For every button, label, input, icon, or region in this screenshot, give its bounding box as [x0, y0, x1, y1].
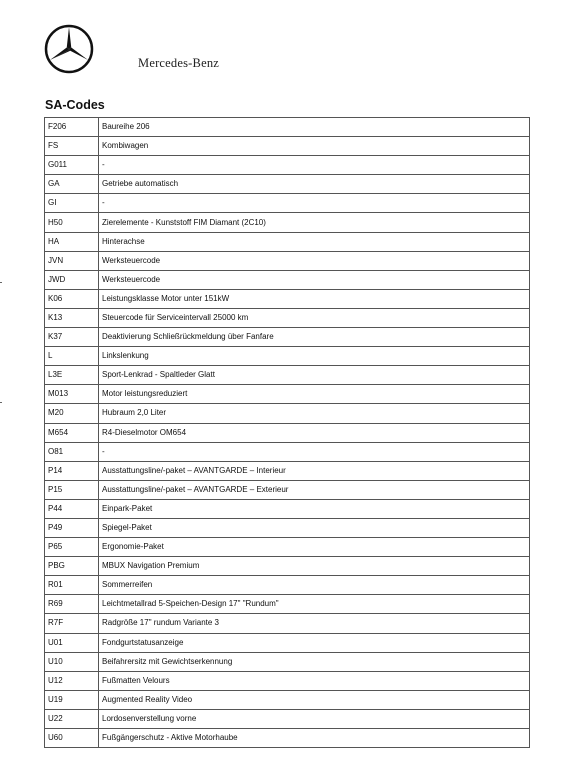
sa-description-cell: Fondgurtstatusanzeige: [99, 633, 530, 652]
table-row: [45, 328, 530, 347]
page-title: SA-Codes: [45, 98, 105, 112]
table-row: [45, 289, 530, 308]
table-row: [45, 461, 530, 480]
sa-code-cell: L3E: [45, 366, 99, 385]
sa-code-cell: R01: [45, 576, 99, 595]
sa-description-cell: Zierelemente - Kunststoff FIM Diamant (2C10): [99, 213, 530, 232]
table-row: [45, 671, 530, 690]
sa-description-cell: Deaktivierung Schließrückmeldung über Fanfare: [99, 328, 530, 347]
sa-code-cell: GI: [45, 194, 99, 213]
three-pointed-star-icon: [44, 24, 94, 74]
sa-description-cell: Sport-Lenkrad - Spaltleder Glatt: [99, 366, 530, 385]
sa-code-cell: M654: [45, 423, 99, 442]
sa-description-cell: Lordosenverstellung vorne: [99, 709, 530, 728]
sa-code-cell: K37: [45, 328, 99, 347]
table-row: [45, 366, 530, 385]
sa-description-cell: Hubraum 2,0 Liter: [99, 404, 530, 423]
table-row: [45, 404, 530, 423]
sa-codes-table: [44, 117, 530, 748]
table-row: [45, 709, 530, 728]
sa-code-cell: FS: [45, 137, 99, 156]
table-row: [45, 156, 530, 175]
sa-description-cell: -: [99, 156, 530, 175]
sa-code-cell: U12: [45, 671, 99, 690]
sa-description-cell: Fußmatten Velours: [99, 671, 530, 690]
sa-code-cell: P44: [45, 499, 99, 518]
sa-description-cell: Leichtmetallrad 5-Speichen-Design 17" "Rundum": [99, 595, 530, 614]
sa-description-cell: Augmented Reality Video: [99, 690, 530, 709]
sa-code-cell: O81: [45, 442, 99, 461]
sa-description-cell: -: [99, 194, 530, 213]
sa-code-cell: HA: [45, 232, 99, 251]
sa-code-cell: G011: [45, 156, 99, 175]
sa-description-cell: Motor leistungsreduziert: [99, 385, 530, 404]
sa-description-cell: Werksteuercode: [99, 270, 530, 289]
table-row: [45, 347, 530, 366]
sa-description-cell: Ergonomie-Paket: [99, 538, 530, 557]
sa-description-cell: -: [99, 442, 530, 461]
table-row: [45, 175, 530, 194]
sa-description-cell: Fußgängerschutz - Aktive Motorhaube: [99, 729, 530, 748]
sa-code-cell: P15: [45, 480, 99, 499]
sa-code-cell: M013: [45, 385, 99, 404]
table-row: [45, 614, 530, 633]
page-edge-mark: [0, 282, 2, 283]
table-row: [45, 385, 530, 404]
table-row: [45, 652, 530, 671]
sa-code-cell: R69: [45, 595, 99, 614]
sa-code-cell: U10: [45, 652, 99, 671]
table-row: [45, 137, 530, 156]
table-row: [45, 729, 530, 748]
sa-description-cell: Ausstattungsline/-paket – AVANTGARDE – Interieur: [99, 461, 530, 480]
table-row: [45, 595, 530, 614]
sa-description-cell: MBUX Navigation Premium: [99, 557, 530, 576]
sa-description-cell: Radgröße 17" rundum Variante 3: [99, 614, 530, 633]
sa-description-cell: Kombiwagen: [99, 137, 530, 156]
sa-description-cell: Getriebe automatisch: [99, 175, 530, 194]
sa-description-cell: R4-Dieselmotor OM654: [99, 423, 530, 442]
sa-code-cell: JWD: [45, 270, 99, 289]
table-row: [45, 499, 530, 518]
sa-description-cell: Werksteuercode: [99, 251, 530, 270]
sa-code-cell: K13: [45, 308, 99, 327]
table-row: [45, 480, 530, 499]
sa-code-cell: P14: [45, 461, 99, 480]
sa-description-cell: Beifahrersitz mit Gewichtserkennung: [99, 652, 530, 671]
sa-code-cell: P49: [45, 518, 99, 537]
sa-code-cell: U01: [45, 633, 99, 652]
sa-code-cell: K06: [45, 289, 99, 308]
table-row: [45, 423, 530, 442]
sa-code-cell: U19: [45, 690, 99, 709]
sa-description-cell: Spiegel-Paket: [99, 518, 530, 537]
table-row: [45, 251, 530, 270]
brand-wordmark: Mercedes-Benz: [138, 56, 220, 70]
sa-description-cell: Einpark-Paket: [99, 499, 530, 518]
table-row: [45, 118, 530, 137]
page-edge-mark: [0, 402, 2, 403]
table-row: [45, 633, 530, 652]
table-row: [45, 576, 530, 595]
sa-description-cell: Leistungsklasse Motor unter 151kW: [99, 289, 530, 308]
sa-code-cell: L: [45, 347, 99, 366]
table-row: [45, 690, 530, 709]
sa-code-cell: H50: [45, 213, 99, 232]
sa-code-cell: M20: [45, 404, 99, 423]
sa-code-cell: R7F: [45, 614, 99, 633]
table-row: [45, 538, 530, 557]
sa-code-cell: P65: [45, 538, 99, 557]
sa-description-cell: Steuercode für Serviceintervall 25000 km: [99, 308, 530, 327]
sa-code-cell: GA: [45, 175, 99, 194]
sa-description-cell: Baureihe 206: [99, 118, 530, 137]
table-row: [45, 232, 530, 251]
table-row: [45, 194, 530, 213]
sa-code-cell: F206: [45, 118, 99, 137]
table-row: [45, 213, 530, 232]
sa-code-cell: JVN: [45, 251, 99, 270]
table-row: [45, 308, 530, 327]
sa-description-cell: Hinterachse: [99, 232, 530, 251]
sa-code-cell: PBG: [45, 557, 99, 576]
sa-description-cell: Linkslenkung: [99, 347, 530, 366]
table-row: [45, 518, 530, 537]
table-row: [45, 270, 530, 289]
sa-description-cell: Sommerreifen: [99, 576, 530, 595]
sa-code-cell: U22: [45, 709, 99, 728]
sa-description-cell: Ausstattungsline/-paket – AVANTGARDE – Exterieur: [99, 480, 530, 499]
table-row: [45, 557, 530, 576]
sa-code-cell: U60: [45, 729, 99, 748]
table-row: [45, 442, 530, 461]
